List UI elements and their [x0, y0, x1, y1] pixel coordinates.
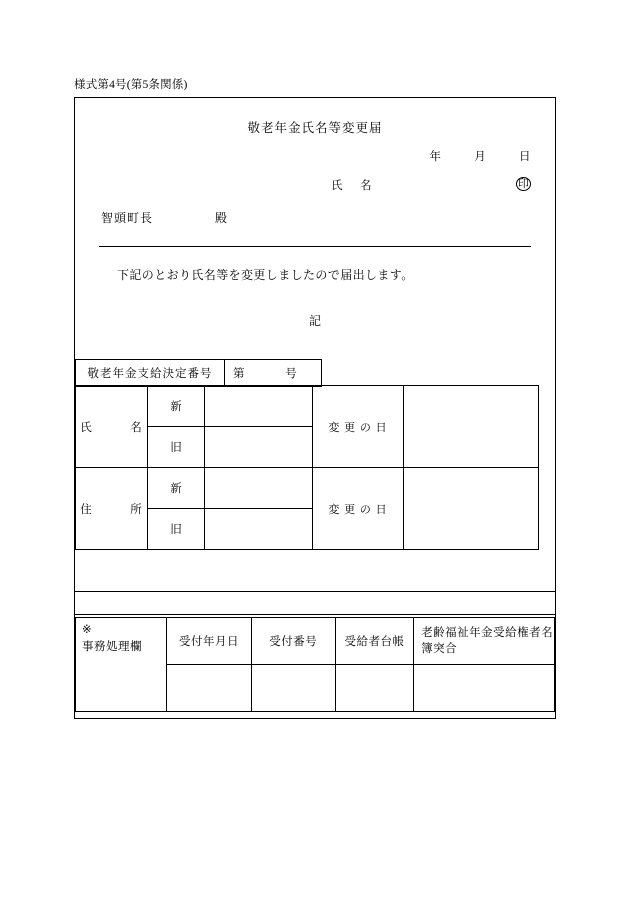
- office-label-mark: ※: [82, 624, 93, 636]
- name-new-value[interactable]: [205, 386, 313, 427]
- form-number: 様式第4号(第5条関係): [74, 79, 188, 91]
- statement-text: 下記のとおり氏名等を変更しましたので届出します。: [117, 268, 414, 282]
- decision-label: 敬老年金支給決定番号: [76, 360, 225, 387]
- decision-number-table: [75, 359, 322, 387]
- office-label-cell: [76, 618, 167, 712]
- decision-number-field[interactable]: [225, 360, 322, 387]
- office-label-text: 事務処理欄: [82, 641, 142, 653]
- address-change-date-value[interactable]: [404, 468, 539, 550]
- address-new-value[interactable]: [205, 468, 313, 509]
- decision-number-prefix: 第: [233, 368, 246, 380]
- name-old-label: 旧: [148, 427, 205, 468]
- office-value-recipient-ledger[interactable]: [335, 665, 413, 712]
- addressee-honorific: 殿: [215, 211, 229, 225]
- name-change-date-value[interactable]: [404, 386, 539, 468]
- office-value-pension-roster-check[interactable]: [414, 665, 555, 712]
- address-new-label: 新: [148, 468, 205, 509]
- table-row: [76, 468, 539, 509]
- addressee-name: 智頭町長: [101, 211, 154, 225]
- name-label: 氏 名: [331, 180, 375, 192]
- main-table: [75, 385, 539, 550]
- address-old-label: 旧: [148, 509, 205, 550]
- row-label-address: 住 所: [76, 468, 148, 550]
- office-value-receipt-number[interactable]: [251, 665, 335, 712]
- ki-mark: 記: [308, 314, 321, 328]
- table-row: [76, 618, 555, 665]
- divider-line: [99, 246, 531, 247]
- office-header-receipt-number: 受付番号: [251, 618, 335, 665]
- date-month: 月: [474, 151, 487, 163]
- form-outer-box: [74, 97, 556, 719]
- name-new-label: 新: [148, 386, 205, 427]
- address-old-value[interactable]: [205, 509, 313, 550]
- addressee-line: [101, 209, 228, 226]
- table-row: [76, 360, 322, 387]
- date-year: 年: [429, 151, 442, 163]
- table-row: [75, 592, 555, 615]
- address-change-date-label: 変 更 の 日: [313, 468, 404, 550]
- office-header-recipient-ledger: 受給者台帳: [335, 618, 413, 665]
- date-day: 日: [519, 151, 531, 163]
- office-value-receipt-date[interactable]: [167, 665, 251, 712]
- table-row: [76, 386, 539, 427]
- spacer-row: [75, 591, 555, 615]
- office-header-receipt-date: 受付年月日: [167, 618, 251, 665]
- spacer-cell: [75, 592, 555, 615]
- document-title: 敬老年金氏名等変更届: [247, 121, 383, 135]
- decision-number-suffix: 号: [285, 368, 298, 380]
- office-header-pension-roster-check: 老齢福祉年金受給権者名簿突合: [414, 618, 555, 665]
- name-old-value[interactable]: [205, 427, 313, 468]
- name-change-date-label: 変 更 の 日: [313, 386, 404, 468]
- row-label-name: 氏 名: [76, 386, 148, 468]
- seal-icon: 印: [518, 178, 529, 190]
- office-processing-table: [75, 617, 555, 712]
- date-line: [430, 148, 532, 164]
